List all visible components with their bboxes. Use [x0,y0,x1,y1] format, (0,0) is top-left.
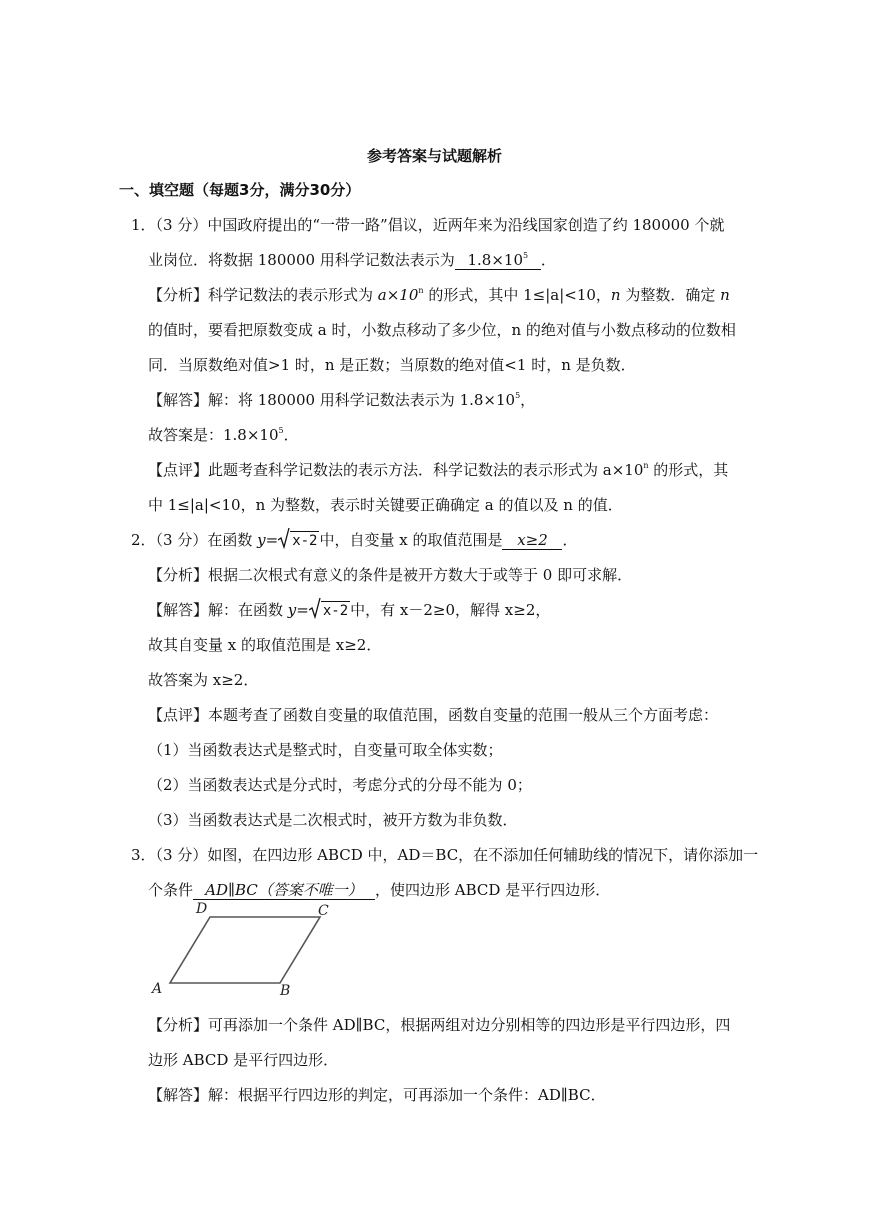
q3-analysis-line1: 【分析】可再添加一个条件 AD∥BC，根据两组对边分别相等的四边形是平行四边形，四 [148,1016,731,1034]
q1-stem-line1: 1．（3 分）中国政府提出的“一带一路”倡议，近两年来为沿线国家创造了约 180000 个就 [131,216,725,234]
vertex-label-a: A [152,981,163,997]
q3-stem-text: 个条件 [148,881,194,899]
section-heading: 一、填空题（每题3分，满分30分） [119,181,361,199]
q1-analysis-line1 [148,285,730,305]
q1-comment-line1 [148,460,728,480]
q3-analysis-line2: 边形 ABCD 是平行四边形． [148,1051,339,1069]
q2-answer-text: x≥2 [517,531,548,549]
q1-comment-text: 【点评】此题考查科学记数法的表示方法．科学记数法的表示形式为 a×10 [148,461,644,479]
q1-solution-end: ， [520,391,536,409]
q1-comment-line2: 中 1≤|a|<10，n 为整数，表示时关键要正确确定 a 的值以及 n 的值． [148,496,623,514]
q2-stem-text2: 中，自变量 x 的取值范围是 [319,531,503,549]
q2-solution-radicand: x-2 [322,603,349,619]
q2-solution-text: 【解答】解：在函数 [148,601,288,619]
q3-stem-end: ，使四边形 ABCD 是平行四边形． [375,881,611,899]
q2-answer-blank [502,531,562,550]
q2-comment-line1: 【点评】本题考查了函数自变量的取值范围，函数自变量的范围一般从三个方面考虑： [148,706,719,724]
q2-stem-text: 2．（3 分）在函数 [131,531,258,549]
q2-solution-sqrt [309,600,350,620]
q2-solution-line2: 故其自变量 x 的取值范围是 x≥2． [148,636,382,654]
q1-stem-text: 业岗位．将数据 180000 用科学记数法表示为 [148,251,455,269]
q1-comment-exp: n [643,461,649,470]
parallelogram-shape [170,917,320,983]
vertex-label-d: D [196,901,208,917]
q1-solution-line2 [148,425,299,445]
radical-sign-icon [309,597,321,619]
q2-solution-equals: = [296,601,309,619]
q2-comment-line2: （1）当函数表达式是整式时，自变量可取全体实数； [148,741,503,759]
q1-final-exp: 5 [278,426,284,435]
q2-comment-line3: （2）当函数表达式是分式时，考虑分式的分母不能为 0； [148,776,532,794]
q3-answer-text: AD∥BC（答案不唯一） [205,881,363,899]
q2-sqrt-expression [278,530,319,550]
q1-analysis-part3: 为整数．确定 [620,286,721,304]
q1-final-text: 故答案是：1.8×10 [148,426,279,444]
q2-solution-line3: 故答案为 x≥2． [148,671,259,689]
parallelogram-figure [148,895,348,1000]
q1-analysis-line2: 的值时，要看把原数变成 a 时，小数点移动了多少位，n 的绝对值与小数点移动的位数相 [148,321,736,339]
vertex-label-c: C [318,903,329,919]
q1-solution-line1 [148,390,535,410]
q1-analysis-part: 【分析】科学记数法的表示形式为 [148,286,378,304]
q1-solution-exp: 5 [515,391,521,400]
q1-analysis-n2: n [720,286,730,304]
vertex-label-b: B [280,983,291,999]
q2-solution-line1 [148,600,550,620]
q1-analysis-part2: 的形式，其中 1≤|a|<10， [423,286,611,304]
radical-sign-icon [278,527,290,549]
page-title: 参考答案与试题解析 [366,147,502,165]
q1-stem-line2 [148,250,556,270]
q1-solution-text: 【解答】解：将 180000 用科学记数法表示为 1.8×10 [148,391,516,409]
q2-solution-text2: 中，有 x－2≥0，解得 x≥2， [350,601,551,619]
q1-stem-end: ． [540,251,556,269]
q2-stem [131,530,578,550]
q2-equals: = [265,531,279,549]
q2-var-y: y [257,531,266,549]
q1-analysis-exp: n [418,286,424,295]
q3-solution: 【解答】解：根据平行四边形的判定，可再添加一个条件：AD∥BC． [148,1086,606,1104]
q1-comment-end: 的形式，其 [648,461,729,479]
q2-comment-line4: （3）当函数表达式是二次根式时，被开方数为非负数． [148,811,518,829]
q3-stem-line1: 3．（3 分）如图，在四边形 ABCD 中，AD＝BC，在不添加任何辅助线的情况下，请你添加一 [131,846,759,864]
q2-solution-y: y [287,601,297,619]
q1-answer-text: 1.8×10 [467,251,524,269]
q1-analysis-line3: 同．当原数绝对值>1 时，n 是正数；当原数的绝对值<1 时，n 是负数． [148,356,636,374]
q1-analysis-n: n [610,286,621,304]
q2-stem-end: ． [562,531,578,549]
q2-analysis: 【分析】根据二次根式有意义的条件是被开方数大于或等于 0 即可求解． [148,566,633,584]
q2-radicand: x-2 [292,533,318,549]
q1-final-end: ． [283,426,299,444]
q1-answer-exponent: 5 [523,251,529,260]
q1-answer-blank [455,251,541,270]
q1-analysis-expr: a×10 [377,286,419,304]
